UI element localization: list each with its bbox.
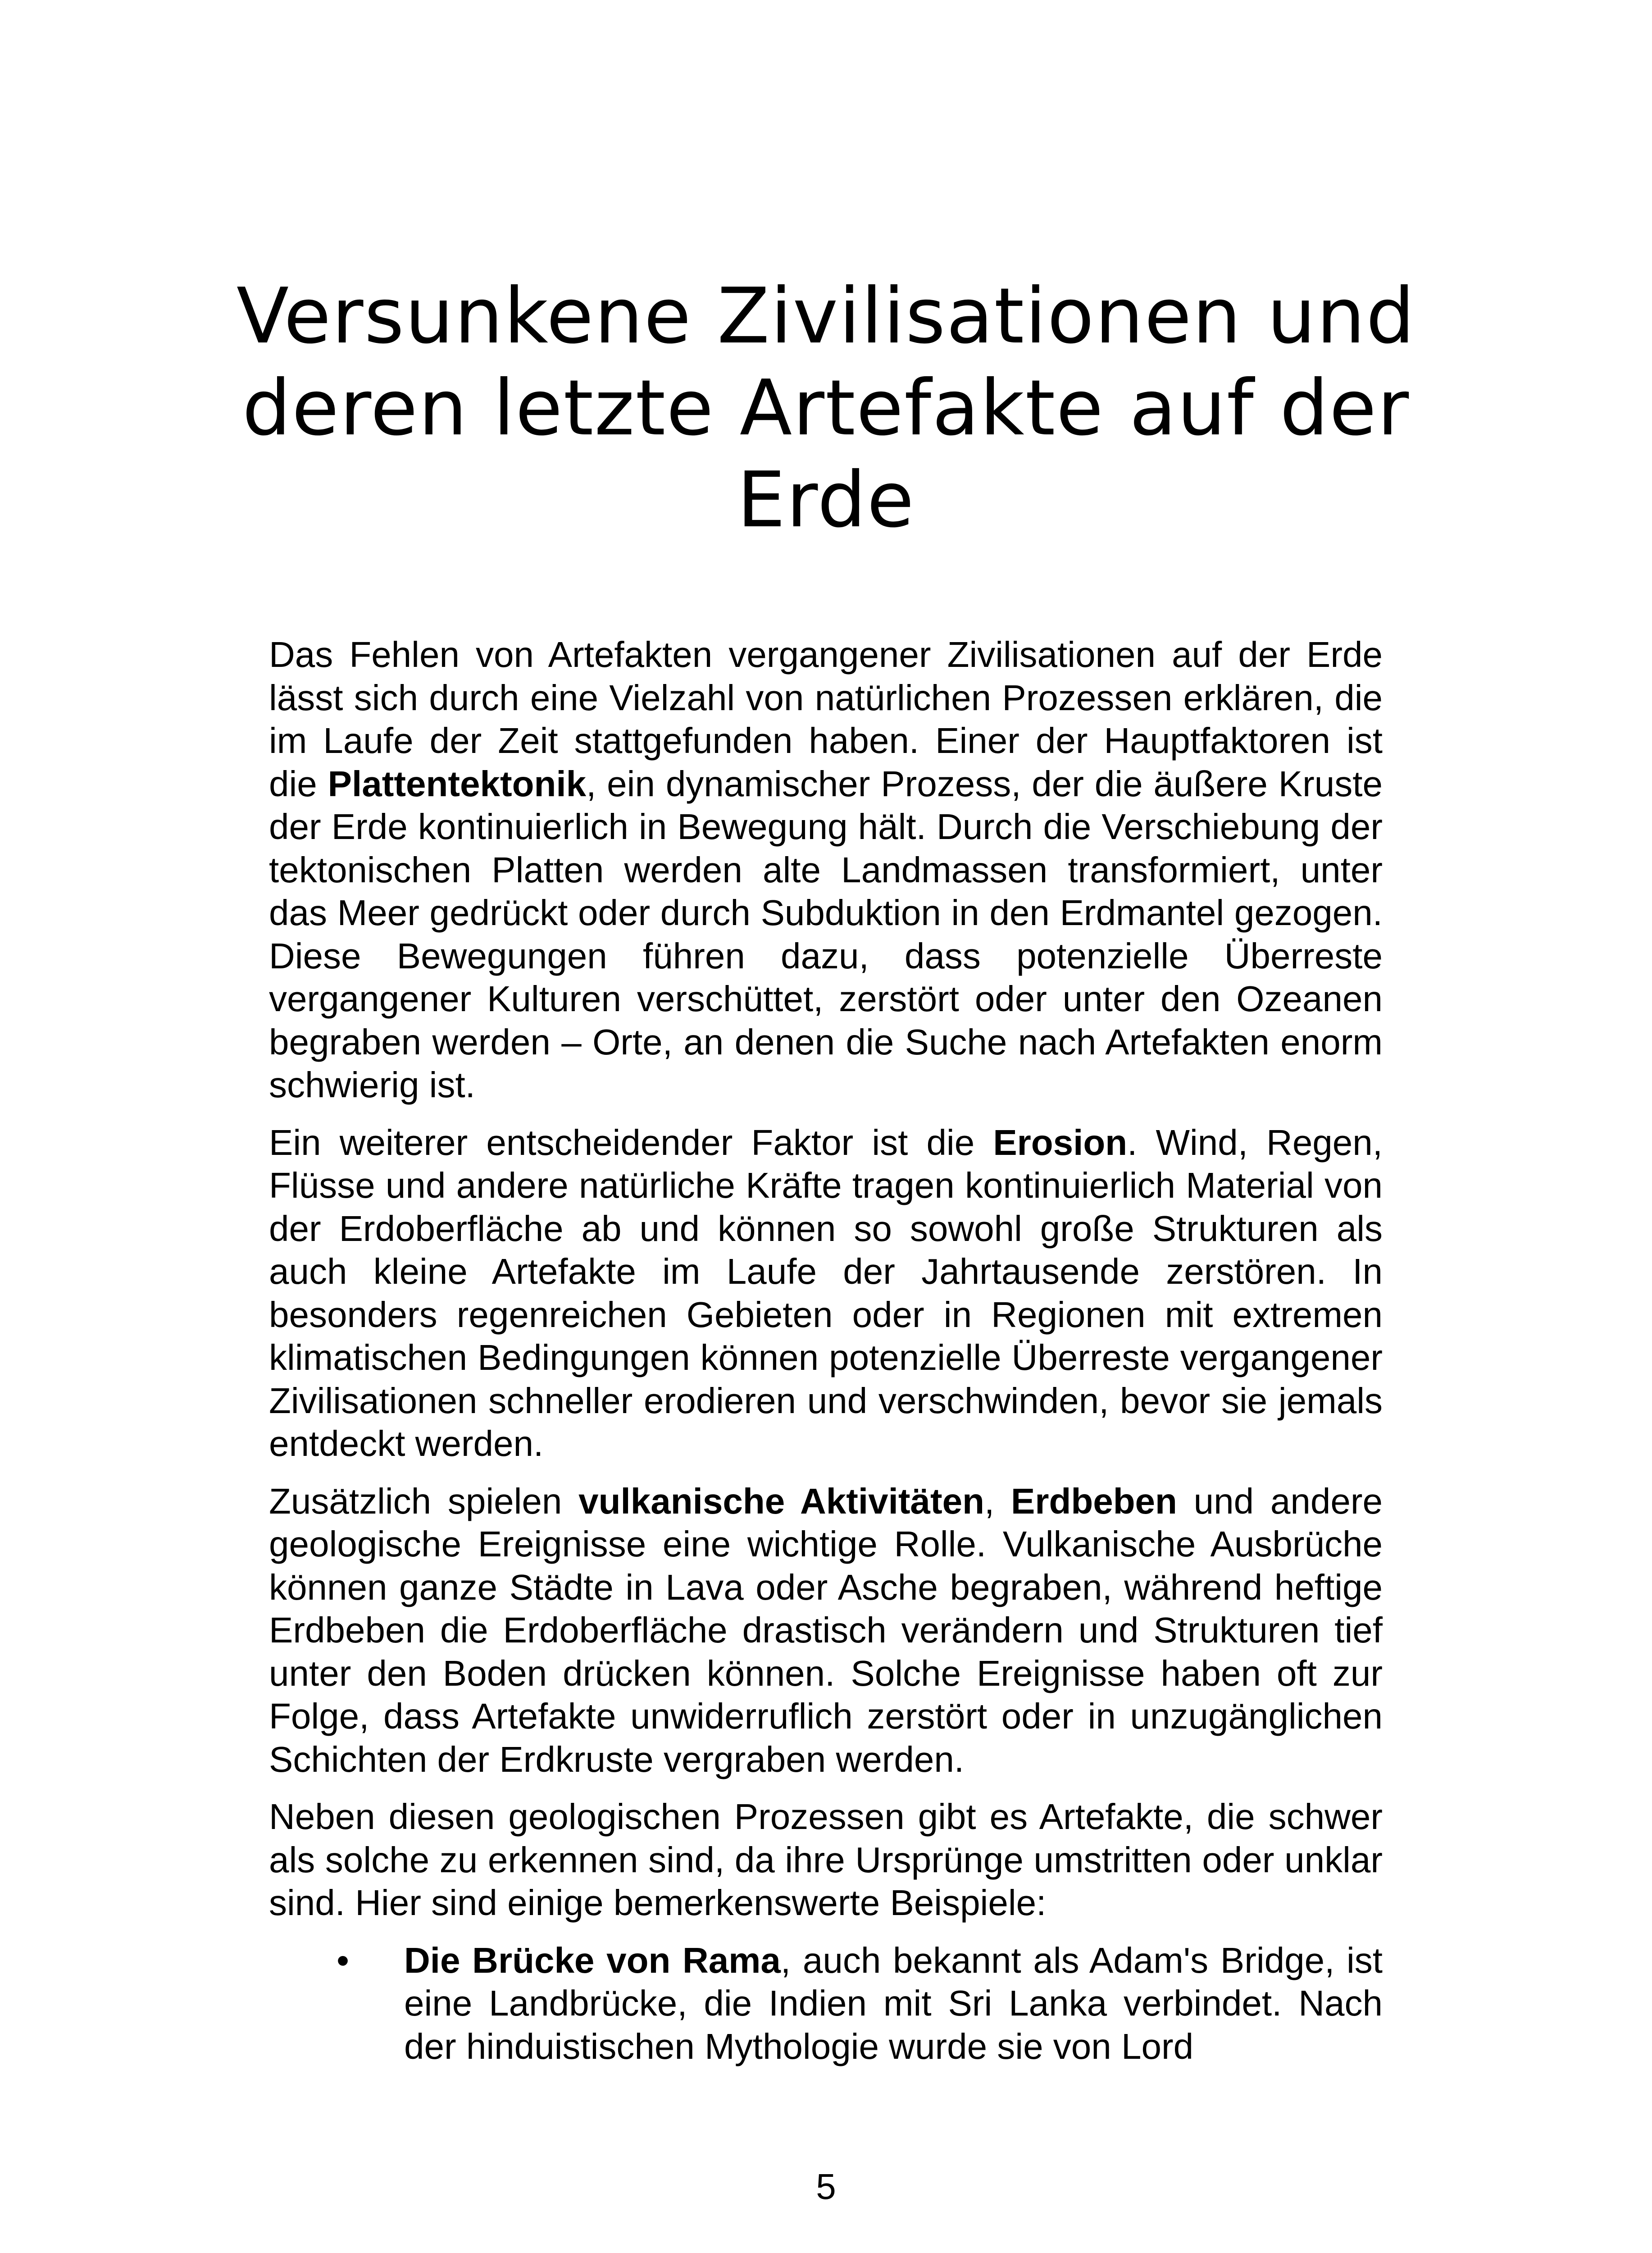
paragraph-text: , [984,1481,1011,1521]
page-title: Versunkene Zivilisationen und deren letzte Artefakte auf der Erde [236,272,1416,545]
examples-list [269,1939,1383,2068]
paragraph-text: und andere geologische Ereignisse eine wichtige Rolle. Vulkanische Ausbrüche können ganze Städte in Lava oder Asche begraben, während heftige Erdbeben die Erdoberfläche drastisch verändern und Strukturen tief unter den Boden drücken können. Solche Ereignisse haben oft zur Folge, dass Artefakte unwiderruflich zerstört oder in unzugänglichen Schichten der Erdkruste vergraben werden. [269,1481,1383,1779]
paragraph-text: . Wind, Regen, Flüsse und andere natürliche Kräfte tragen kontinuierlich Material von der Erdoberfläche ab und können so sowohl große Strukturen als auch kleine Artefakte im Laufe der Jahrtausende zerstören. In besonders regenreichen Gebieten oder in Regionen mit extremen klimatischen Bedingungen können potenzielle Überreste vergangener Zivilisationen schneller erodieren und verschwinden, bevor sie jemals entdeckt werden. [269,1122,1383,1464]
bold-term-plattentektonik: Plattentektonik [328,763,587,804]
bold-term-erdbeben: Erdbeben [1010,1481,1177,1521]
paragraph-text: Ein weiterer entscheidender Faktor ist die [269,1122,993,1163]
list-item [269,1939,1383,2068]
list-item-text: , auch bekannt als Adam's Bridge, ist eine Landbrücke, die Indien mit Sri Lanka verbindet. Nach der hinduistischen Mythologie wurde sie von Lord [404,1940,1383,2066]
bold-term-bruecke-von-rama: Die Brücke von Rama [404,1940,781,1980]
bullet-icon: • [337,1940,350,1980]
paragraph-examples-intro: Neben diesen geologischen Prozessen gibt es Artefakte, die schwer als solche zu erkennen sind, da ihre Ursprünge umstritten oder unklar sind. Hier sind einige bemerkenswerte Beispiele: [269,1797,1383,1923]
bold-term-erosion: Erosion [993,1122,1128,1163]
paragraph-text: , ein dynamischer Prozess, der die äußere Kruste der Erde kontinuierlich in Bewegung hält. Durch die Verschiebung der tektonischen Platten werden alte Landmassen transformiert, unter das Meer gedrückt oder durch Subduktion in den Erdmantel gezogen. Diese Bewegungen führen dazu, dass potenzielle Überreste vergangener Kulturen verschüttet, zerstört oder unter den Ozeanen begraben werden – Orte, an denen die Suche nach Artefakten enorm schwierig ist. [269,763,1383,1105]
paragraph-erosion [269,1121,1383,1465]
paragraph-text: Das Fehlen von Artefakten vergangener Zivilisationen auf der Erde lässt sich durch eine Vielzahl von natürlichen Prozessen erklären, die im Laufe der Zeit stattgefunden haben. Einer der Hauptfaktoren ist die [269,634,1383,804]
paragraph-volcanic-activity [269,1480,1383,1781]
bold-term-vulkanische-aktivitaeten: vulkanische Aktivitäten [578,1481,984,1521]
paragraph-text: Zusätzlich spielen [269,1481,579,1521]
body-text [269,633,1383,2068]
paragraph-plate-tectonics [269,633,1383,1107]
page-number: 5 [816,2166,836,2207]
